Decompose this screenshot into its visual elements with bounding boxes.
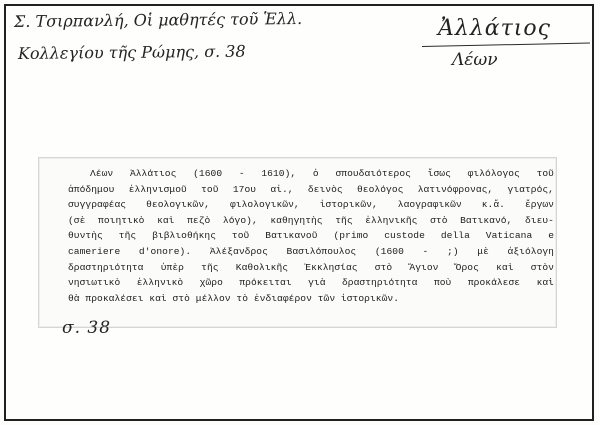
typed-line: Λέων Ἀλλάτιος (1600 - 1610), ὁ σπουδαιότερος ἴσως φιλόλογος τοῦ	[90, 168, 554, 179]
handwritten-reference-line-2: Κολλεγίου τῆς Ρώμης, σ. 38	[17, 41, 246, 63]
typed-line: θυντὴς τῆς βιβλιοθήκης τοῦ Βατικανοῦ (primo custode della Vaticana e	[68, 230, 554, 242]
handwritten-forename: Λέων	[452, 50, 498, 70]
handwritten-page-note: σ. 38	[62, 318, 112, 338]
typed-line: συγγραφέας θεολογικῶν, φιλολογικῶν, ἱστορικῶν, λαογραφικῶν κ.ἄ. ἔργων	[68, 199, 554, 211]
typed-line: νησιωτικὸ ἑλληνικὸ χῶρο πρόκειται γιὰ δραστηριότητα ποὺ προκάλεσε καὶ	[68, 277, 554, 289]
typed-line: δραστηριότητα ὑπὲρ τῆς Καθολικῆς Ἐκκλησίας στὸ Ἅγιον Ὄρος καὶ στὸν	[68, 261, 554, 273]
typed-line: (σὲ ποιητικὸ καὶ πεζὸ λόγο), καθηγητὴς τῆς ἑλληνικῆς στὸ Βατικανό, διευ-	[68, 214, 554, 226]
typed-entry-text	[68, 166, 554, 306]
handwritten-surname: Ἀλλάτιος	[438, 16, 551, 41]
typed-line: cameriere d'onore). Ἀλέξανδρος Βασιλόπουλος (1600 - ;) μὲ ἀξιόλογη	[68, 245, 554, 257]
typed-line: ἀπόδημου ἑλληνισμοῦ τοῦ 17ου αἰ., δεινὸς θεολόγος λατινόφρονας, γιατρός,	[68, 183, 554, 195]
typed-line: θὰ προκαλέσει καὶ στὸ μέλλον τὸ ἐνδιαφέρον τῶν ἱστορικῶν.	[68, 292, 400, 304]
handwritten-reference-line-1: Σ. Τσιρπανλή, Οἱ μαθητές τοῦ Ἑλλ.	[13, 8, 303, 31]
